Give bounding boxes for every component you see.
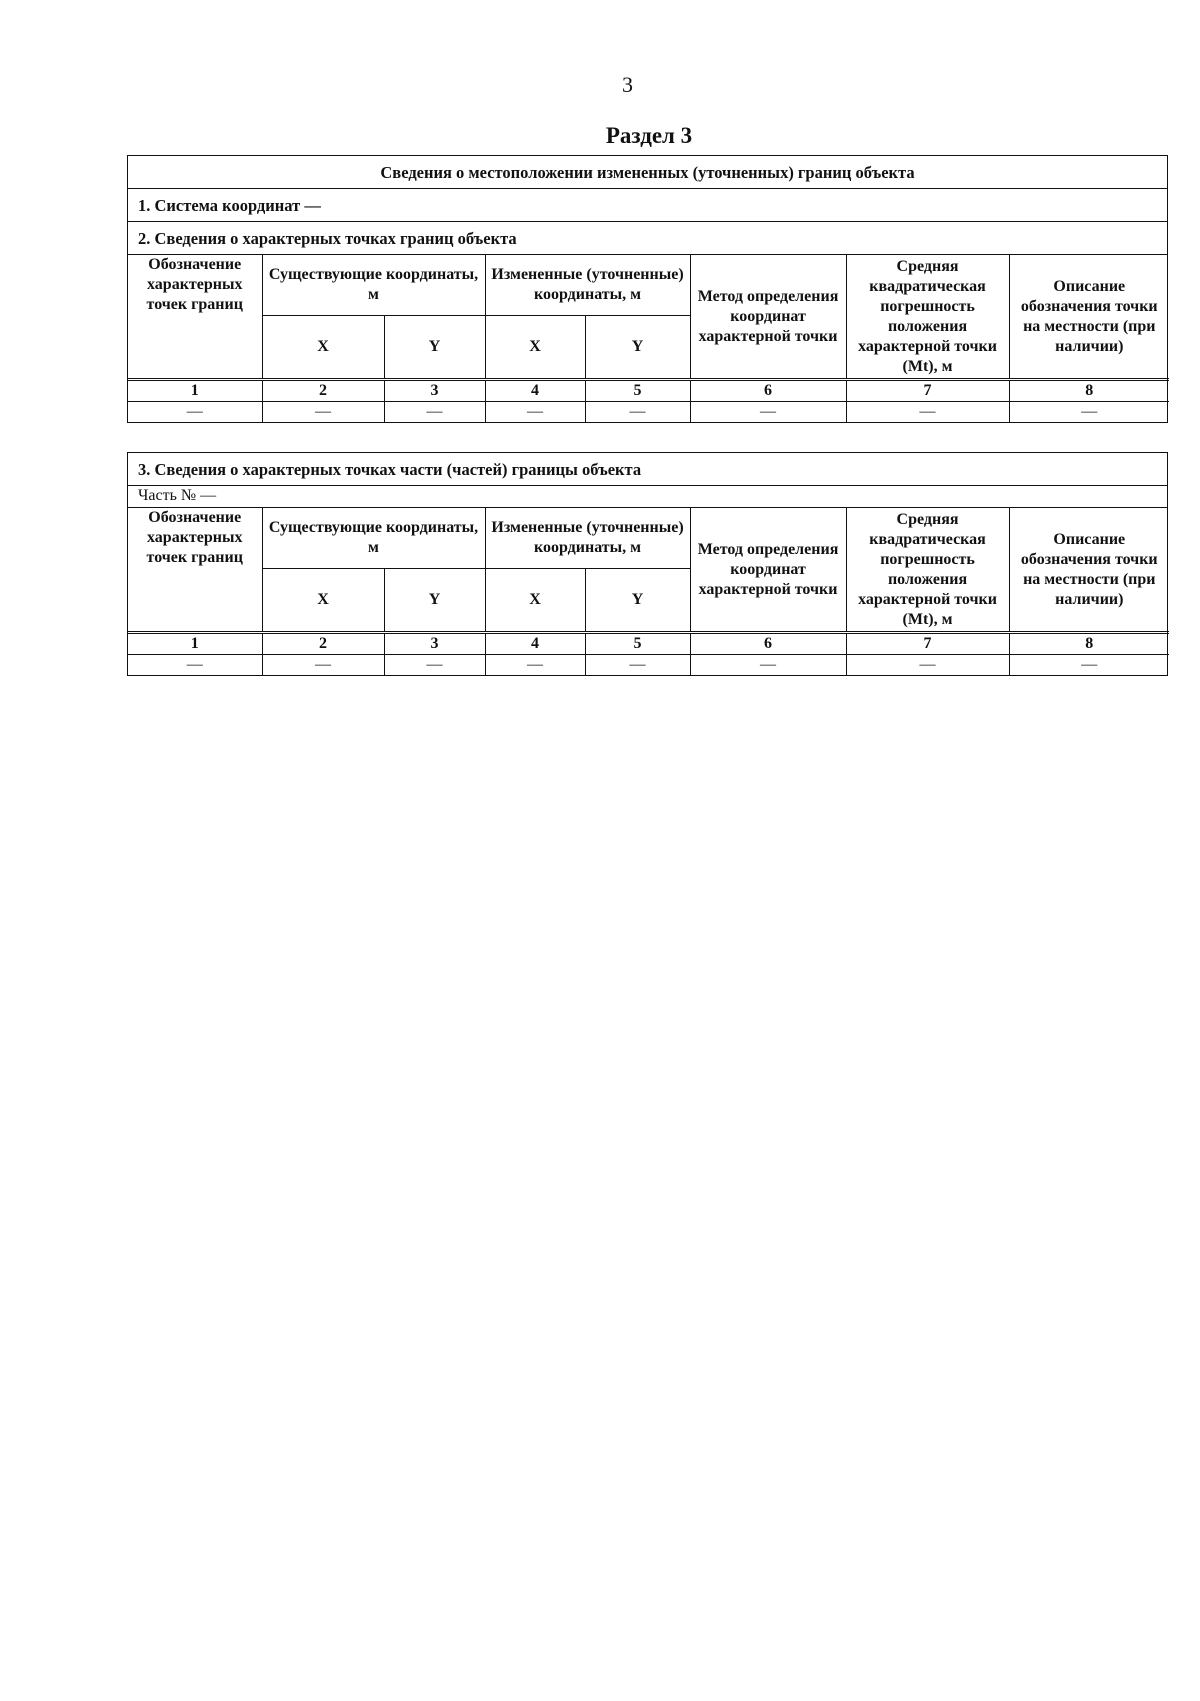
column-number: 6 [690, 380, 846, 402]
table-cell: — [585, 655, 690, 676]
column-number: 8 [1009, 380, 1169, 402]
parts-block [127, 452, 1168, 676]
part-label: Часть № — [128, 486, 1167, 508]
table-cell: — [262, 402, 384, 423]
header-error: Средняя квадратическая погрешность положения характерной точки (Mt), м [846, 508, 1009, 633]
header-description: Описание обозначения точки на местности (при наличии) [1009, 255, 1169, 380]
column-number: 4 [485, 633, 585, 655]
header-existing: Существующие координаты, м [262, 508, 485, 569]
section-title: Раздел 3 [605, 123, 693, 148]
table-cell: — [262, 655, 384, 676]
table-cell: — [384, 402, 485, 423]
column-number: 2 [262, 633, 384, 655]
header-y: Y [585, 569, 690, 633]
table-cell: — [128, 655, 262, 676]
header-designation: Обозначение характерных точек границ [128, 508, 262, 633]
header-method: Метод определения координат характерной точки [690, 508, 846, 633]
column-number: 7 [846, 633, 1009, 655]
coord-system-line: 1. Система координат — [128, 189, 1167, 222]
column-number: 8 [1009, 633, 1169, 655]
header-x: X [485, 569, 585, 633]
page-number: 3 [622, 72, 633, 97]
header-x: X [262, 569, 384, 633]
table-row [128, 655, 1169, 676]
column-number: 1 [128, 380, 262, 402]
column-number: 1 [128, 633, 262, 655]
table-cell: — [384, 655, 485, 676]
table-row [128, 402, 1169, 423]
points-table [128, 255, 1169, 422]
block-title: Сведения о местоположении измененных (уточненных) границ объекта [128, 156, 1167, 189]
header-y: Y [384, 569, 485, 633]
table-cell: — [846, 655, 1009, 676]
header-changed: Измененные (уточненные) координаты, м [485, 255, 690, 316]
column-number: 3 [384, 380, 485, 402]
column-number: 6 [690, 633, 846, 655]
header-y: Y [585, 316, 690, 380]
header-y: Y [384, 316, 485, 380]
table-cell: — [585, 402, 690, 423]
header-existing: Существующие координаты, м [262, 255, 485, 316]
column-number: 3 [384, 633, 485, 655]
column-number: 5 [585, 633, 690, 655]
column-number: 2 [262, 380, 384, 402]
table-cell: — [846, 402, 1009, 423]
header-error: Средняя квадратическая погрешность положения характерной точки (Mt), м [846, 255, 1009, 380]
table-cell: — [485, 402, 585, 423]
column-number: 7 [846, 380, 1009, 402]
table-cell: — [1009, 402, 1169, 423]
header-description: Описание обозначения точки на местности (при наличии) [1009, 508, 1169, 633]
table-cell: — [690, 402, 846, 423]
table-cell: — [485, 655, 585, 676]
points-title: 2. Сведения о характерных точках границ объекта [128, 222, 1167, 255]
column-number: 5 [585, 380, 690, 402]
header-changed: Измененные (уточненные) координаты, м [485, 508, 690, 569]
table-cell: — [690, 655, 846, 676]
header-designation: Обозначение характерных точек границ [128, 255, 262, 380]
parts-title: 3. Сведения о характерных точках части (частей) границы объекта [128, 453, 1167, 486]
parts-table [128, 508, 1169, 675]
header-x: X [262, 316, 384, 380]
header-method: Метод определения координат характерной точки [690, 255, 846, 380]
table-cell: — [1009, 655, 1169, 676]
boundaries-block [127, 155, 1168, 423]
table-cell: — [128, 402, 262, 423]
header-x: X [485, 316, 585, 380]
column-number: 4 [485, 380, 585, 402]
